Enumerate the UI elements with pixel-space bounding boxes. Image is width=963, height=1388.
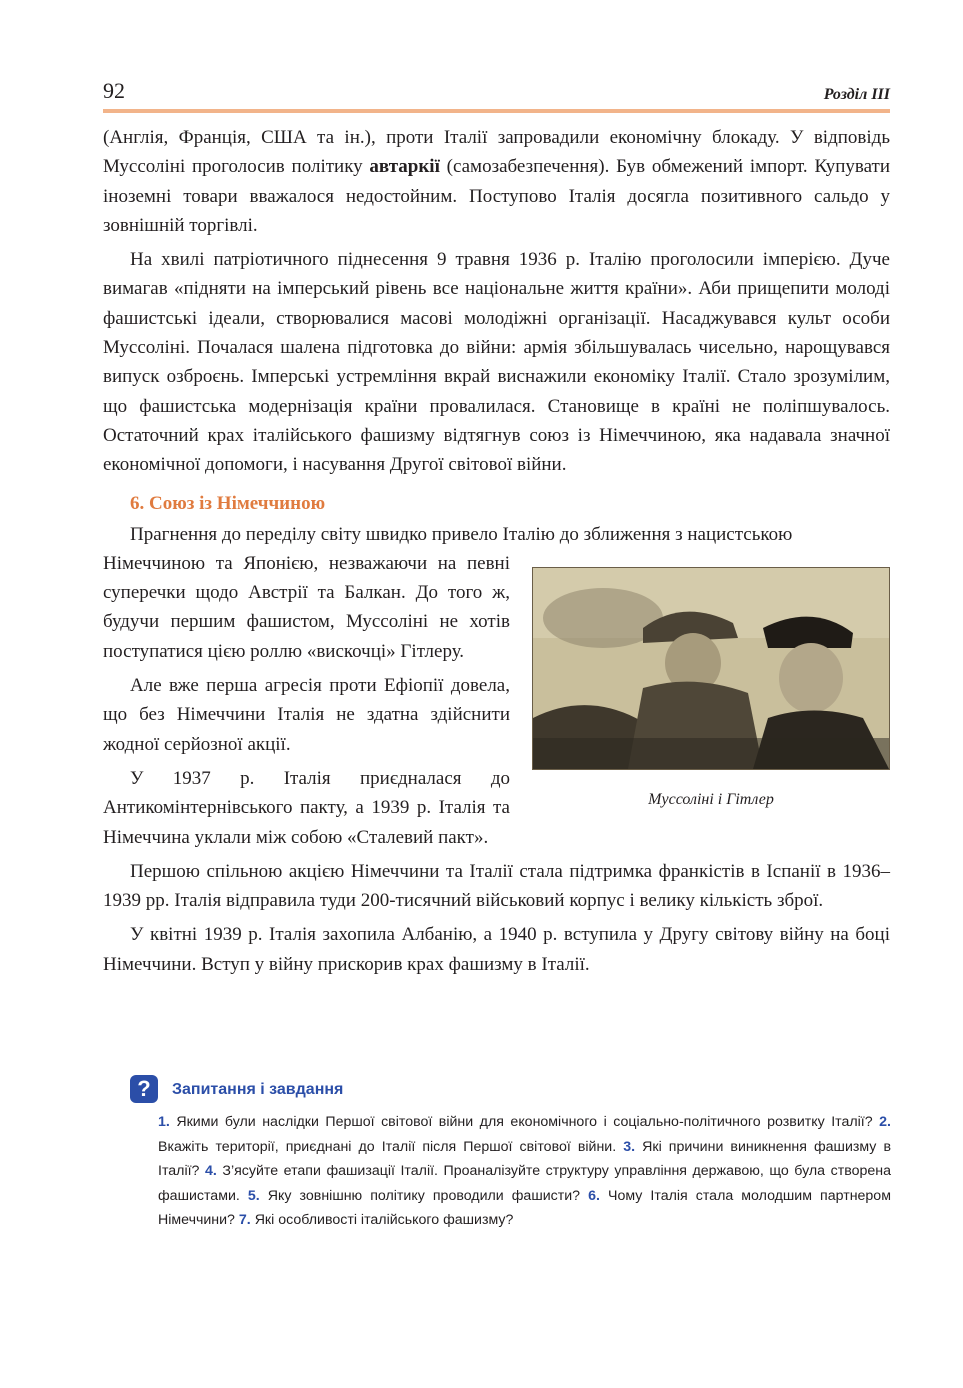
photo-mussolini-hitler	[532, 567, 890, 770]
section-label: Розділ III	[823, 86, 890, 103]
page-number: 92	[103, 78, 125, 103]
paragraph-albania: У квітні 1939 р. Італія захопила Албанію, а 1940 р. вступила у Другу світову війну на боці Німеччини. Вступ у війну прискорив крах фашизму в Італії.	[103, 924, 890, 975]
question-text: Які особливості італійського фашизму?	[254, 1212, 514, 1228]
paragraph-empire: На хвилі патріотичного піднесення 9 травня 1936 р. Італію проголосили імперією. Дуче вимагав «підняти на імперський рівень все національне життя країни». Аби прищепити молоді фашистські ідеали, створювалися масові молодіжні організації. Насаджувався культ особи Муссоліні. Почалася шалена підготовка до війни: армія збільшувалась чисельно, нарощувався випуск озброєнь. Імперські устремління вкрай виснажили економіку Італії. Стало зрозумілим, що фашистська модернізація країни провалилася. Становище в країні не поліпшувалось. Остаточний крах італійського фашизму відтягнув союз із Німеччиною, яка надавала значної економічної допомоги, і насування Другої світової війни.	[103, 249, 890, 476]
question-text: З’ясуйте етапи фашизації Італії. Проаналізуйте структуру управління державою, що була створена фашистами.	[158, 1163, 891, 1204]
questions-list	[158, 1110, 891, 1233]
question-text: Якими були наслідки Першої світової війни для економічного і соціально-політичного розвитку Італії?	[176, 1114, 873, 1130]
header-rule	[103, 109, 890, 113]
paragraph-autarky	[103, 123, 890, 240]
question-text: Чому Італія стала молодшим партнером Німеччини?	[158, 1187, 891, 1228]
photo-caption: Муссоліні і Гітлер	[648, 790, 774, 808]
section-heading: 6. Союз із Німеччиною	[130, 492, 326, 514]
photo-figure	[532, 567, 890, 814]
paragraph-text: (самозабезпечення). Був обмежений імпорт. Купувати іноземні товари вважалося недостойним. Поступово Італія досягла позитивного сальдо у зовнішній торгівлі.	[103, 156, 890, 236]
question-number: 6.	[588, 1187, 600, 1204]
question-text: Яку зовнішню політику проводили фашисти?	[267, 1187, 581, 1204]
paragraph-rapprochement-start: Прагнення до переділу світу швидко привело Італію до зближення з нацистською	[130, 523, 793, 545]
paragraph-text: (Англія, Франція, США та ін.), проти Італії запровадили економічну блокаду. У відповідь Муссоліні проголосив політику	[103, 127, 890, 178]
question-mark-icon: ?	[130, 1075, 158, 1103]
questions-title: Запитання і завдання	[172, 1081, 344, 1098]
paragraph-ethiopia: Але вже перша агресія проти Ефіопії довела, що без Німеччини Італія не здатна здійснити жодної серйозної акції.	[103, 675, 510, 755]
question-number: 2.	[879, 1114, 891, 1130]
paragraph-spain: Першою спільною акцією Німеччини та Італії стала підтримка франкістів в Іспанії в 1936–1939 рр. Італія відправила туди 200-тисячний військовий корпус і велику кількість зброї.	[103, 860, 890, 912]
term-autarky: автаркії	[369, 156, 440, 178]
question-number: 7.	[238, 1212, 251, 1228]
paragraph-pacts: У 1937 р. Італія приєдналася до Антикомінтернівського пакту, а 1939 р. Італія та Німеччина уклали між собою «Сталевий пакт».	[103, 767, 510, 848]
question-number: 3.	[623, 1138, 636, 1155]
paragraph-rapprochement: Німеччиною та Японією, незважаючи на певні суперечки щодо Австрії та Балкан. До того ж, будучи першим фашистом, Муссоліні не хотів поступатися цією роллю «вискочці» Гітлеру.	[103, 552, 510, 662]
question-number: 5.	[247, 1187, 260, 1204]
question-number: 1.	[158, 1114, 170, 1130]
question-text: Вкажіть території, приєднані до Італії після Першої світової війни.	[158, 1138, 617, 1155]
question-number: 4.	[204, 1163, 217, 1179]
main-text	[103, 123, 890, 984]
question-text: Які причини виникнення фашизму в Італії?	[158, 1138, 891, 1179]
photo-image	[533, 568, 889, 769]
